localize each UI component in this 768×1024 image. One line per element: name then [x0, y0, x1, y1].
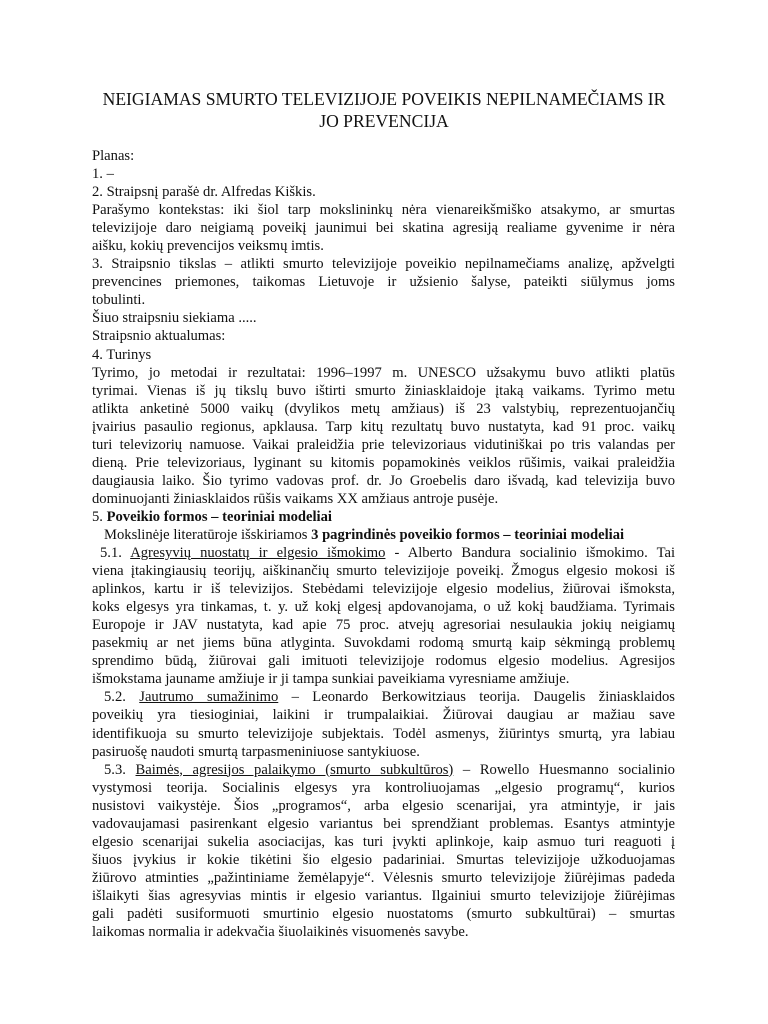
goal-paragraph	[92, 255, 675, 309]
subsection-5-2	[92, 688, 675, 760]
subsection-5-3-line: gali padėti susiformuoti smurtinio elgesio nuostatoms (smurto subkultūrai) – smurtas	[92, 905, 675, 922]
subsection-5-2-line: poveikių yra tiesioginiai, laikini ir trumpalaikiai. Žiūrovai daugiau ar mažiau save	[92, 707, 675, 724]
subsection-5-1-term: Agresyvių nuostatų ir elgesio išmokimo	[130, 545, 386, 562]
subsection-5-2-term: Jautrumo sumažinimo	[139, 689, 279, 706]
subsection-5-3	[92, 761, 675, 941]
research-line: įvairius pasaulio regionus, apklausa. Tarp kitų rezultatų buvo nustatyta, kad 91 proc. vaikų	[92, 418, 675, 435]
subsection-5-1-first-line	[92, 544, 675, 562]
plan-heading: Planas:	[92, 148, 135, 164]
subsection-5-1-rest: - Alberto Bandura socialinio išmokimo. Tai	[385, 545, 676, 562]
plan-item-1: 1. –	[92, 166, 114, 183]
subsection-5-1	[92, 544, 675, 688]
section-5-title: Poveikio formos – teoriniai modeliai	[106, 508, 332, 525]
subsection-5-3-line: išlaikyti šias agresyvias mintis ir elgesio variantus. Ilgainiui smurto televizijoje žiūrėjimas	[92, 887, 675, 904]
section-5-intro-text: Mokslinėje literatūroje išskiriamos	[104, 526, 312, 543]
section-5-number: 5.	[92, 508, 107, 525]
goal-line: tobulinti.	[92, 292, 146, 309]
research-line: dominuojanti žiniasklaidos rūšis vaikams XX amžiaus antroje pusėje.	[92, 490, 499, 507]
document-body	[92, 147, 675, 941]
subsection-5-3-line: elgesio scenarijai sukelia asociacijas, kas turi įvykti aplinkoje, kaip asmuo turi reaguoti į	[92, 833, 675, 850]
subsection-5-3-line: vadovaujamasi pasirenkant elgesio variantus bei sprendžiant problemas. Esantys atmintyje	[92, 815, 675, 832]
subsection-5-1-line: koks elgesys yra tinkamas, t. y. už kokį elgesį apdovanojama, o už kokį baudžiama. Tyrimais	[92, 599, 675, 616]
subsection-5-2-line: pasiruošę naudoti smurtą tarpasmeniniuose santykiuose.	[92, 743, 420, 760]
subsection-5-1-number: 5.1.	[100, 545, 131, 562]
research-line: tyrimai. Vienas iš jų tikslų buvo ištirti smurto žiniasklaidoje įtaką vaikams. Tyrimo metu	[92, 382, 675, 399]
section-5-heading	[92, 508, 675, 526]
subsection-5-1-line: aplinkos, kartu ir iš televizijos. Stebėdami televizijoje elgesio modelius, žiūrovai išmoksta,	[92, 581, 675, 598]
research-line: atlikta anketinė 5000 vaikų (dvylikos metų amžiaus) iš 23 valstybių, reprezentuojančių	[92, 400, 675, 417]
research-line: Tyrimo, jo metodai ir rezultatai: 1996–1997 m. UNESCO užsakymu buvo atlikti platūs	[92, 364, 675, 381]
subsection-5-3-line: žiūrovo atminties „pažintiniame žemėlapyje“. Vėlesnis smurto televizijoje žiūrėjimas padeda	[92, 869, 675, 886]
subsection-5-3-line: laikomas normalia ir adekvačia šiuolaikinės visuomenės savybe.	[92, 924, 469, 941]
subsection-5-1-line: pasekmių ar net jiems būna atlyginta. Suvokdami rodomą smurtą kaip sėkmingą problemų	[92, 635, 675, 652]
section-5-intro-bold: 3 pagrindinės poveikio formos – teoriniai modeliai	[311, 526, 625, 543]
document-title	[60, 88, 708, 132]
subsection-5-3-first-line	[92, 761, 675, 779]
title-line-2: JO PREVENCIJA	[319, 111, 449, 131]
context-paragraph	[92, 201, 675, 255]
subsection-5-3-line: nusistovi vaikystėje. Šios „programos“, arba elgesio scenarijai, yra atmintyje, ir jais	[92, 797, 675, 814]
subsection-5-3-line: šiuos įvykius ir kokie tikėtini šio elgesio padariniai. Smurtas televizijoje užkoduojamas	[92, 851, 675, 868]
subsection-5-3-line: vystymosi teorija. Socialinis elgesys yra kontroliuojamas „elgesio programų“, kurios	[92, 779, 675, 796]
subsection-5-2-rest: – Leonardo Berkowitziaus teorija. Daugelis žiniasklaidos	[278, 689, 675, 706]
subsection-5-1-line: viena įtakingiausių teorijų, aiškinančių smurto televizijoje poveikį. Žmogus elgesio mokosi iš	[92, 563, 675, 580]
context-line: televizijoje daro neigiamą poveikį jaunimui bei skatina agresiją realiame gyvenime ir nėra	[92, 220, 675, 237]
relevance-line: Straipsnio aktualumas:	[92, 328, 226, 345]
goal-line: 3. Straipsnio tikslas – atlikti smurto televizijoje poveikio nepilnamečiams analizę, apžvelgti	[92, 256, 675, 273]
plan-item-2: 2. Straipsnį parašė dr. Alfredas Kiškis.	[92, 184, 316, 201]
subsection-5-2-first-line	[92, 688, 675, 706]
subsection-5-3-term: Baimės, agresijos palaikymo (smurto subkultūros)	[135, 761, 454, 778]
subsection-5-2-number: 5.2.	[104, 689, 140, 706]
research-line: daugiausia laiko. Šio tyrimo vadovas prof. dr. Jo Groebelis daro išvadą, kad televizija buvo	[92, 472, 675, 489]
subsection-5-1-line: išmokstama jauname amžiuje ir ji tampa sunkiai paveikiama vyresniame amžiuje.	[92, 671, 570, 688]
title-line-1: NEIGIAMAS SMURTO TELEVIZIJOJE POVEIKIS NEPILNAMEČIAMS IR	[102, 89, 666, 109]
subsection-5-3-rest: – Rowello Huesmanno socialinio	[453, 761, 675, 778]
goal-line: prevencines priemones, taikomas Lietuvoje ir užsienio šalyse, pateikti siūlymus joms	[92, 274, 675, 291]
subsection-5-3-number: 5.3.	[104, 761, 136, 778]
subsection-5-1-line: Europoje ir JAV nustatyta, kad apie 75 proc. atvejų agresoriai nesulaukia jokių neigiamų	[92, 617, 675, 634]
research-line: turi televizorių namuose. Vaikai praleidžia prie televizoriaus vidutiniškai po tris valandas per	[92, 436, 675, 453]
context-line: aišku, kokių prevencijos veiksmų imtis.	[92, 238, 324, 255]
research-paragraph	[92, 364, 675, 508]
subsection-5-2-line: identifikuoja su smurto televizijoje subjektais. Todėl asmenys, žiūrintys smurtą, yra labiau	[92, 725, 675, 742]
aim-line: Šiuo straipsniu siekiama .....	[92, 310, 257, 327]
section-5-intro	[92, 526, 675, 544]
context-line: Parašymo kontekstas: iki šiol tarp mokslininkų nėra vienareikšmiško atsakymo, ar smurtas	[92, 202, 675, 219]
plan-item-4: 4. Turinys	[92, 346, 152, 363]
research-line: dieną. Prie televizoriaus, lyginant su kitomis popamokinės veiklos rūšimis, vaikai praleidžia	[92, 454, 675, 471]
subsection-5-1-line: sprendimo būdą, žiūrovai gali imituoti televizijoje rodomus elgesio modelius. Agresijos	[92, 653, 675, 670]
